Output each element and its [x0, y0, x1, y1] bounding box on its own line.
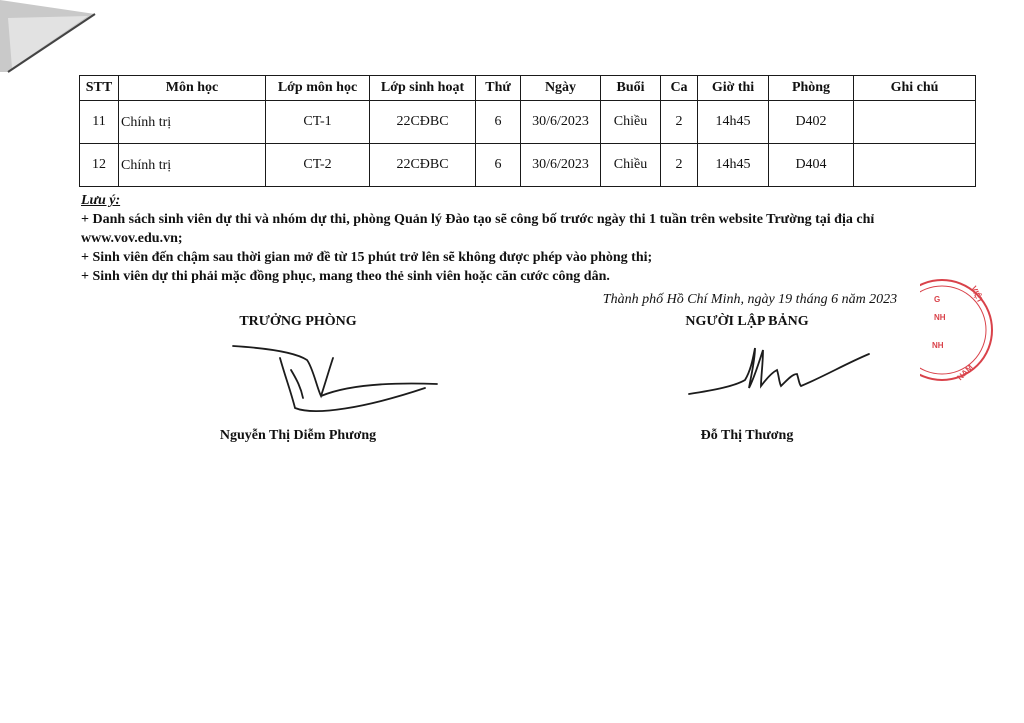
cell-subject: Chính trị [119, 144, 266, 187]
header-room: Phòng [769, 76, 854, 101]
cell-session: Chiều [601, 101, 661, 144]
stamp-text: NH [932, 341, 944, 350]
cell-stt: 12 [80, 144, 119, 187]
cell-shift: 2 [661, 144, 698, 187]
right-signature-icon [685, 340, 875, 405]
stamp-text: G [934, 295, 941, 304]
cell-date: 30/6/2023 [521, 144, 601, 187]
note-item: + Sinh viên dự thi phải mặc đồng phục, mang theo thẻ sinh viên hoặc căn cước công dân. [81, 269, 610, 284]
header-time: Giờ thi [698, 76, 769, 101]
cell-home-class: 22CĐBC [370, 101, 476, 144]
note-item: + Sinh viên đến chậm sau thời gian mở đề từ 15 phút trở lên sẽ không được phép vào phòng thi; [81, 250, 653, 265]
header-course-class: Lớp môn học [266, 76, 370, 101]
cell-stt: 11 [80, 101, 119, 144]
left-signer-title: TRƯỞNG PHÒNG [239, 314, 357, 329]
header-stt: STT [80, 76, 119, 101]
header-home-class: Lớp sinh hoạt [370, 76, 476, 101]
right-signer-name: Đỗ Thị Thương [700, 428, 794, 443]
page-corner-fold [0, 0, 100, 75]
header-weekday: Thứ [476, 76, 521, 101]
cell-room: D402 [769, 101, 854, 144]
cell-weekday: 6 [476, 101, 521, 144]
cell-course-class: CT-2 [266, 144, 370, 187]
stamp-text: NH [934, 313, 946, 322]
cell-note [854, 101, 976, 144]
table-row [80, 101, 976, 144]
cell-course-class: CT-1 [266, 101, 370, 144]
cell-home-class: 22CĐBC [370, 144, 476, 187]
table-row [80, 144, 976, 187]
header-date: Ngày [521, 76, 601, 101]
table-header-row [80, 76, 976, 101]
cell-subject: Chính trị [119, 101, 266, 144]
notes-section [81, 191, 961, 286]
header-note: Ghi chú [854, 76, 976, 101]
header-session: Buổi [601, 76, 661, 101]
cell-time: 14h45 [698, 101, 769, 144]
dateline: Thành phố Hồ Chí Minh, ngày 19 tháng 6 năm 2023 [602, 292, 898, 307]
cell-date: 30/6/2023 [521, 101, 601, 144]
stamp-text: VIỆT [969, 284, 985, 305]
cell-time: 14h45 [698, 144, 769, 187]
cell-session: Chiều [601, 144, 661, 187]
left-signature-icon [225, 336, 445, 426]
stamp-text: NAM [955, 362, 975, 383]
cell-shift: 2 [661, 101, 698, 144]
left-signer-name: Nguyễn Thị Diễm Phương [219, 428, 377, 443]
exam-schedule-table [79, 75, 976, 187]
right-signer-title: NGƯỜI LẬP BẢNG [685, 314, 809, 329]
header-shift: Ca [661, 76, 698, 101]
header-subject: Môn học [119, 76, 266, 101]
cell-room: D404 [769, 144, 854, 187]
cell-note [854, 144, 976, 187]
notes-title: Lưu ý: [81, 193, 121, 208]
cell-weekday: 6 [476, 144, 521, 187]
red-stamp-icon [920, 268, 1000, 393]
note-item: + Danh sách sinh viên dự thi và nhóm dự thi, phòng Quản lý Đào tạo sẽ công bố trước ngày thi 1 tuần trên website Trường tại địa chỉ www.vov.edu.vn; [81, 212, 875, 246]
